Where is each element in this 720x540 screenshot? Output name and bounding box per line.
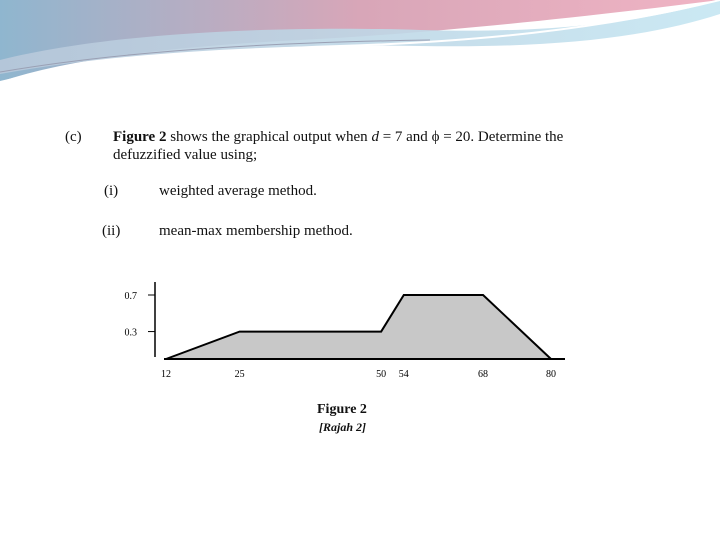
- question-line-2: defuzzified value using;: [113, 147, 258, 163]
- figure-caption: Figure 2: [317, 402, 367, 417]
- question-text-b: = 7 and: [378, 129, 432, 145]
- x-tick-label: 25: [234, 369, 245, 380]
- item-label-ii: (ii): [102, 223, 121, 239]
- figure-ref: Figure 2: [113, 129, 167, 145]
- item-text-ii: mean-max membership method.: [159, 223, 353, 239]
- figure-subcaption: [Rajah 2]: [319, 420, 367, 434]
- part-label: (c): [65, 129, 82, 145]
- x-tick-label: 68: [478, 369, 489, 380]
- question-text-a: shows the graphical output when: [166, 129, 372, 145]
- var-phi: ϕ: [431, 129, 440, 145]
- question-text-c: = 20. Determine the: [439, 129, 564, 145]
- var-d: d: [371, 129, 379, 145]
- y-tick-label: 0.3: [124, 327, 137, 339]
- x-tick-label: 12: [161, 369, 171, 380]
- x-tick-label: 50: [376, 369, 387, 380]
- item-text-i: weighted average method.: [159, 183, 317, 199]
- y-tick-label: 0.7: [124, 291, 137, 302]
- x-tick-label: 54: [398, 369, 409, 380]
- x-tick-label: 80: [546, 369, 556, 380]
- item-label-i: (i): [104, 183, 119, 199]
